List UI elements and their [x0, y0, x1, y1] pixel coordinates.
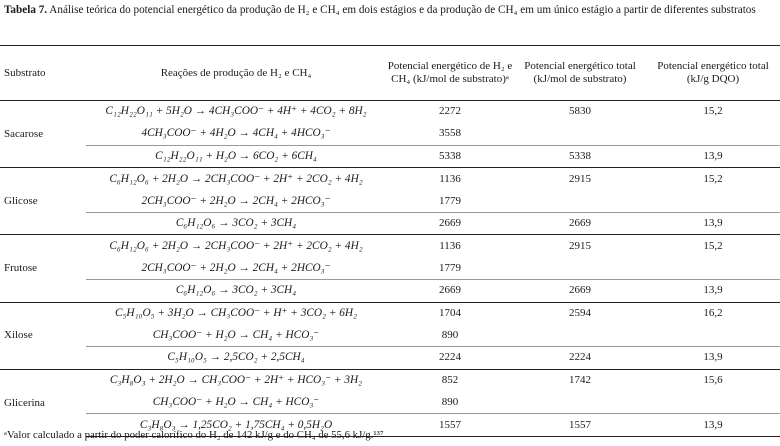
cell-reaction: C₆H₁₂O₆ + 2H₂O → 2CH₃COO⁻ + 2H⁺ + 2CO₂ + 4H₂ — [86, 168, 386, 190]
cell-reaction: C₅H₁₀O₅ → 2,5CO₂ + 2,5CH₄ — [86, 347, 386, 369]
cell-potential: 2272 — [386, 101, 514, 123]
cell-substrate: Frutose — [0, 235, 86, 302]
cell-total-substrate: 2669 — [514, 212, 646, 234]
cell-reaction: C₆H₁₂O₆ → 3CO₂ + 3CH₄ — [86, 280, 386, 302]
header-total-dqo: Potencial energético total (kJ/g DQO) — [657, 60, 769, 85]
cell-total-dqo: 13,9 — [646, 280, 780, 302]
cell-reaction: C₆H₁₂O₆ + 2H₂O → 2CH₃COO⁻ + 2H⁺ + 2CO₂ + 4H₂ — [86, 235, 386, 257]
table-caption — [4, 3, 776, 18]
header-potential: Potencial energético de H₂ e CH₄ (kJ/mol de substrato)ᵃ — [387, 60, 513, 85]
table-row — [0, 280, 780, 302]
cell-potential: 2224 — [386, 347, 514, 369]
caption-label: Tabela 7. — [4, 4, 48, 16]
table-row — [0, 235, 780, 257]
cell-potential: 1557 — [386, 414, 514, 436]
cell-reaction: C₃H₈O₃ → 1,25CO₂ + 1,75CH₄ + 0,5H₂O — [86, 414, 386, 436]
cell-potential: 1779 — [439, 261, 461, 274]
cell-reaction: 2CH₃COO⁻ + 2H₂O → 2CH₄ + 2HCO₃⁻ — [141, 194, 331, 207]
cell-total-dqo: 15,6 — [646, 369, 780, 391]
cell-reaction: C₅H₁₀O₅ + 3H₂O → CH₃COO⁻ + H⁺ + 3CO₂ + 6H₂ — [86, 302, 386, 324]
table-header — [0, 46, 780, 101]
cell-substrate: Glicose — [0, 168, 86, 235]
table-row — [0, 145, 780, 167]
table-row — [0, 123, 780, 145]
cell-total-substrate — [514, 190, 646, 212]
cell-total-dqo: 13,9 — [646, 414, 780, 436]
cell-potential: 5338 — [386, 145, 514, 167]
cell-substrate: Sacarose — [0, 101, 86, 168]
cell-total-dqo: 15,2 — [646, 101, 780, 123]
cell-total-dqo — [646, 123, 780, 145]
table-row — [0, 101, 780, 123]
table-row — [0, 257, 780, 279]
cell-potential: 1779 — [439, 194, 461, 207]
table-row — [0, 168, 780, 190]
cell-substrate: Xilose — [0, 302, 86, 369]
header-substrate: Substrato — [4, 66, 46, 79]
cell-reaction: C₆H₁₂O₆ → 3CO₂ + 3CH₄ — [86, 212, 386, 234]
cell-total-substrate — [514, 257, 646, 279]
cell-total-substrate: 5338 — [514, 145, 646, 167]
table-footnote: ᵃValor calculado a partir do poder calorífico do H₂ de 142 kJ/g e do CH₄ de 55,6 kJ/g.¹³⁷ — [4, 429, 384, 441]
cell-potential: 890 — [441, 396, 459, 409]
caption-text: Análise teórica do potencial energético da produção de H₂ e CH₄ em dois estágios e da produção de CH₄ em um único estágio a partir de diferentes substratos — [49, 4, 756, 16]
cell-total-substrate: 2224 — [514, 347, 646, 369]
header-total-substrate: Potencial energético total (kJ/mol de substrato) — [524, 60, 636, 85]
cell-potential: 1704 — [386, 302, 514, 324]
header-reactions: Reações de produção de H₂ e CH₄ — [160, 66, 312, 79]
table-body — [0, 101, 780, 437]
cell-total-substrate: 2594 — [514, 302, 646, 324]
cell-potential: 1136 — [386, 168, 514, 190]
cell-total-dqo — [646, 257, 780, 279]
cell-potential: 2669 — [386, 280, 514, 302]
table-row — [0, 212, 780, 234]
cell-total-dqo: 16,2 — [646, 302, 780, 324]
cell-total-dqo — [646, 190, 780, 212]
cell-reaction: CH₃COO⁻ + H₂O → CH₄ + HCO₃⁻ — [152, 396, 320, 409]
cell-potential: 852 — [386, 369, 514, 391]
cell-total-substrate — [514, 392, 646, 414]
table-row — [0, 190, 780, 212]
cell-total-substrate: 2915 — [514, 235, 646, 257]
table-row — [0, 324, 780, 346]
cell-total-substrate — [514, 123, 646, 145]
cell-potential: 3558 — [439, 127, 461, 140]
table-row — [0, 392, 780, 414]
cell-total-dqo: 13,9 — [646, 212, 780, 234]
cell-total-dqo — [646, 324, 780, 346]
cell-potential: 2669 — [386, 212, 514, 234]
cell-total-substrate: 1742 — [514, 369, 646, 391]
cell-total-substrate: 2669 — [514, 280, 646, 302]
cell-total-substrate: 5830 — [514, 101, 646, 123]
cell-total-substrate — [514, 324, 646, 346]
cell-reaction: 2CH₃COO⁻ + 2H₂O → 2CH₄ + 2HCO₃⁻ — [141, 261, 331, 274]
cell-reaction: C₁₂H₂₂O₁₁ + H₂O → 6CO₂ + 6CH₄ — [86, 145, 386, 167]
cell-reaction: C₁₂H₂₂O₁₁ + 5H₂O → 4CH₃COO⁻ + 4H⁺ + 4CO₂ + 8H₂ — [86, 101, 386, 123]
cell-potential: 890 — [441, 328, 459, 341]
cell-potential: 1136 — [386, 235, 514, 257]
cell-total-dqo: 15,2 — [646, 168, 780, 190]
cell-total-dqo — [646, 392, 780, 414]
table-row — [0, 369, 780, 391]
table-row — [0, 347, 780, 369]
table-row — [0, 302, 780, 324]
data-table — [0, 45, 780, 437]
cell-reaction: 4CH₃COO⁻ + 4H₂O → 4CH₄ + 4HCO₃⁻ — [141, 127, 331, 140]
cell-total-substrate: 2915 — [514, 168, 646, 190]
cell-total-substrate: 1557 — [514, 414, 646, 436]
cell-total-dqo: 13,9 — [646, 347, 780, 369]
cell-reaction: CH₃COO⁻ + H₂O → CH₄ + HCO₃⁻ — [152, 328, 320, 341]
cell-reaction: C₃H₈O₃ + 2H₂O → CH₃COO⁻ + 2H⁺ + HCO₃⁻ + 3H₂ — [86, 369, 386, 391]
cell-substrate: Glicerina — [0, 369, 86, 436]
cell-total-dqo: 15,2 — [646, 235, 780, 257]
cell-total-dqo: 13,9 — [646, 145, 780, 167]
